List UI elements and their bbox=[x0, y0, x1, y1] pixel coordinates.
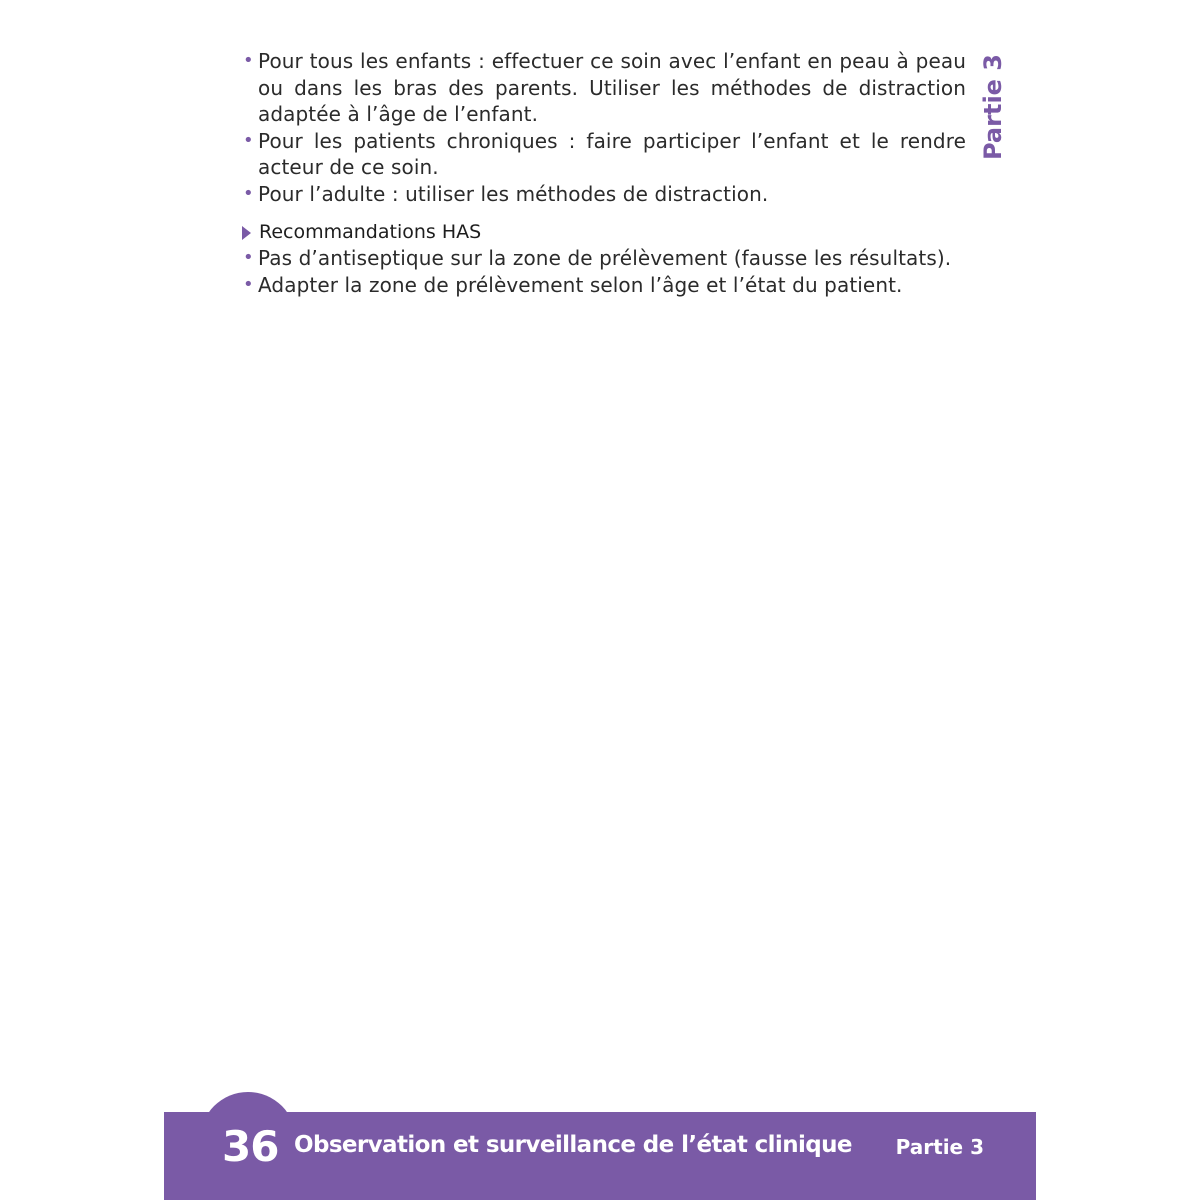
list-item-text: Pour l’adulte : utiliser les méthodes de distraction. bbox=[258, 181, 769, 206]
footer-title: Observation et surveillance de l’état clinique bbox=[294, 1132, 852, 1158]
bullet-icon: • bbox=[243, 129, 254, 151]
list-item bbox=[242, 272, 966, 299]
list-item-text: Pour les patients chroniques : faire participer l’enfant et le rendre acteur de ce soin. bbox=[258, 128, 966, 179]
bullet-icon: • bbox=[243, 247, 254, 268]
section-heading bbox=[242, 219, 966, 245]
page-number: 36 bbox=[222, 1122, 279, 1171]
bullet-icon: • bbox=[243, 273, 254, 295]
list-item bbox=[242, 181, 966, 208]
bullet-icon: • bbox=[243, 50, 254, 71]
bullet-icon: • bbox=[243, 182, 254, 204]
list-item bbox=[242, 245, 966, 272]
list-item-text: Adapter la zone de prélèvement selon l’âge et l’état du patient. bbox=[258, 272, 903, 297]
side-tab bbox=[976, 52, 1010, 162]
list-item-text: Pas d’antiseptique sur la zone de prélèvement (fausse les résultats). bbox=[258, 246, 952, 270]
bullet-list-2 bbox=[242, 245, 966, 298]
footer-part-label: Partie 3 bbox=[895, 1135, 984, 1159]
side-tab-label: Partie 3 bbox=[979, 53, 1007, 161]
list-item bbox=[242, 128, 966, 181]
page-content bbox=[242, 48, 966, 298]
section-heading-text: Recommandations HAS bbox=[259, 221, 482, 243]
list-item-text: Pour tous les enfants : effectuer ce soin avec l’enfant en peau à peau ou dans les bras des parents. Utiliser les méthodes de distraction adaptée à l’âge de l’enfant. bbox=[258, 49, 966, 126]
triangle-right-icon bbox=[242, 226, 251, 240]
bullet-list-1 bbox=[242, 48, 966, 207]
list-item bbox=[242, 48, 966, 128]
